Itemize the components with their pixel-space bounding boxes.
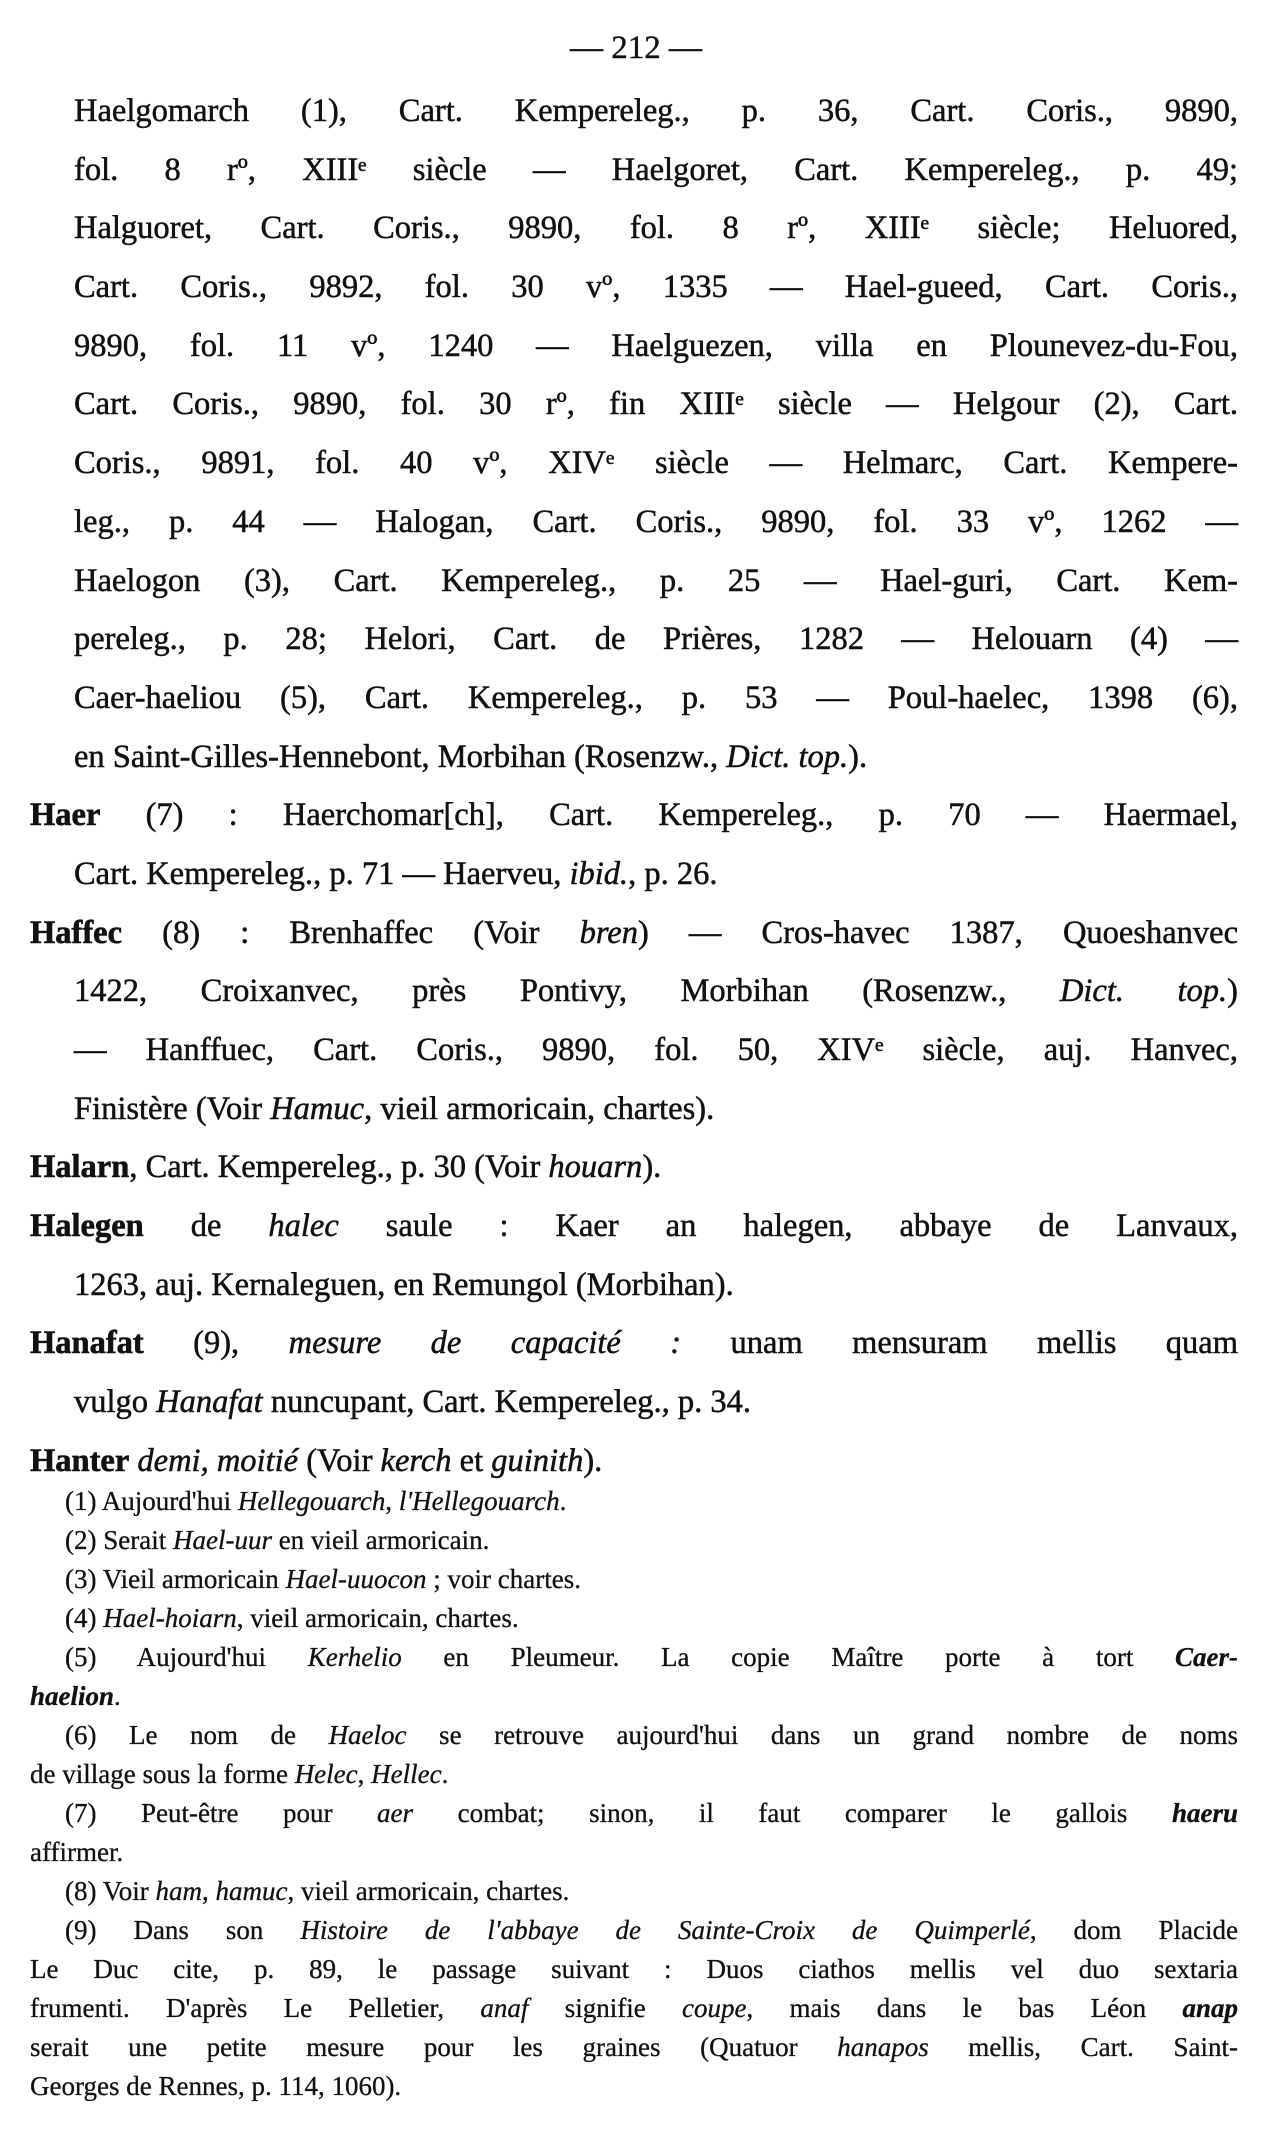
text-segment: ). (642, 1149, 662, 1186)
emphasis-text: ham (155, 1876, 203, 1906)
emphasis-text: Hael-uuocon (285, 1564, 427, 1594)
text-line (30, 493, 1238, 552)
footnote-line (30, 2028, 1238, 2067)
text-segment: combat; sinon, il faut comparer le gallois (413, 1798, 1172, 1828)
text-segment: (Voir (298, 1442, 381, 1479)
text-line (30, 962, 1238, 1021)
footnote-line (30, 1677, 1238, 1716)
text-segment: 9890, fol. 11 vº, 1240 — Haelguezen, villa en Plounevez-du-Fou, (74, 327, 1238, 364)
emphasis-text: Hamuc (270, 1090, 365, 1127)
emphasis-text: Caer- (1175, 1642, 1239, 1672)
emphasis-text: demi, moitié (137, 1442, 299, 1479)
emphasis-text: mesure de capacité : (288, 1325, 682, 1362)
text-segment: (9), (143, 1325, 289, 1362)
text-segment: (5) Aujourd'hui (65, 1642, 308, 1672)
emphasis-text: bren (579, 914, 638, 951)
text-line (30, 141, 1238, 200)
text-segment: leg., p. 44 — Halogan, Cart. Coris., 9890, fol. 33 vº, 1262 — (74, 503, 1238, 540)
text-segment: (3) Vieil armoricain (65, 1564, 286, 1594)
text-segment: ) — Cros-havec 1387, Quoeshanvec (637, 914, 1239, 951)
emphasis-text: Kerhelio (307, 1642, 402, 1672)
text-segment: (7) : Haerchomar[ch], Cart. Kempereleg., p. 70 — Haermael, (100, 797, 1238, 834)
emphasis-text: hanapos (837, 2032, 929, 2062)
page-number: — 212 — (570, 30, 702, 66)
text-segment: (7) Peut-être pour (65, 1798, 378, 1828)
emphasis-text: hamuc (215, 1876, 288, 1906)
text-segment: en Saint-Gilles-Hennebont, Morbihan (Rosenzw., (74, 738, 727, 775)
text-segment: . (441, 1759, 449, 1789)
emphasis-text: Hellegouarch (237, 1486, 386, 1516)
emphasis-text: Haeloc (328, 1720, 407, 1750)
text-line (30, 904, 1238, 963)
emphasis-text: Dict. top. (726, 738, 849, 775)
text-segment: Le Duc cite, p. 89, le passage suivant : Duos ciathos mellis vel duo sextaria (30, 1954, 1238, 1984)
emphasis-text: halec (268, 1208, 339, 1245)
text-segment: pereleg., p. 28; Helori, Cart. de Prières, 1282 — Helouarn (4) — (74, 621, 1238, 658)
headword: Halegen (30, 1208, 144, 1245)
emphasis-text: l'Hellegouarch (398, 1486, 560, 1516)
headword: Haer (30, 797, 101, 834)
text-segment: (8) Voir (65, 1876, 156, 1906)
text-line (30, 199, 1238, 258)
text-segment: affirmer. (30, 1837, 124, 1867)
text-segment: , vieil armoricain, chartes. (287, 1876, 570, 1906)
footnote-line (30, 1638, 1238, 1677)
text-segment: ) (1227, 973, 1238, 1010)
emphasis-text: Hellec (371, 1759, 442, 1789)
footnote-line (30, 2067, 1238, 2106)
text-line (30, 669, 1238, 728)
emphasis-text: haelion (30, 1681, 115, 1711)
text-segment: (1) Aujourd'hui (65, 1486, 238, 1516)
emphasis-text: guinith (491, 1442, 584, 1479)
text-segment: Haelogon (3), Cart. Kempereleg., p. 25 — Hael-guri, Cart. Kem- (74, 562, 1238, 599)
footnote-line (30, 1716, 1238, 1755)
text-line (30, 1080, 1238, 1139)
text-segment: , Cart. Kempereleg., p. 30 (Voir (129, 1149, 549, 1186)
text-segment: . (559, 1486, 567, 1516)
emphasis-text: coupe (681, 1993, 747, 2023)
text-segment: Finistère (Voir (74, 1090, 271, 1127)
footnote-line (30, 1482, 1238, 1521)
footnote-line (30, 1521, 1238, 1560)
text-segment: , mais dans le bas Léon (746, 1993, 1183, 2023)
text-segment: de village sous la forme (30, 1759, 295, 1789)
text-segment: Cart. Coris., 9890, fol. 30 rº, fin XIIIᵉ siècle — Helgour (2), Cart. (74, 386, 1238, 423)
text-line (30, 786, 1238, 845)
text-segment: . (114, 1681, 121, 1711)
emphasis-text: houarn (548, 1149, 643, 1186)
text-segment: Caer-haeliou (5), Cart. Kempereleg., p. 53 — Poul-haelec, 1398 (6), (74, 679, 1238, 716)
text-line (30, 552, 1238, 611)
text-segment: 1422, Croixanvec, près Pontivy, Morbihan (Rosenzw., (74, 973, 1060, 1010)
emphasis-text: Histoire de l'abbaye de Sainte-Croix de Quimperlé (300, 1915, 1030, 1945)
text-line (30, 317, 1238, 376)
text-segment: 1263, auj. Kernaleguen, en Remungol (Morbihan). (74, 1266, 734, 1303)
text-segment: (9) Dans son (65, 1915, 301, 1945)
emphasis-text: aer (377, 1798, 414, 1828)
text-segment: , (385, 1486, 399, 1516)
text-segment: (4) (65, 1603, 104, 1633)
text-line (30, 434, 1238, 493)
headword: Haffec (30, 914, 123, 951)
text-segment: , (202, 1876, 216, 1906)
emphasis-text: Hanafat (156, 1384, 263, 1421)
footnote-line (30, 1794, 1238, 1833)
text-line (30, 82, 1238, 141)
headword: Hanafat (30, 1325, 144, 1362)
text-segment: en vieil armoricain. (271, 1525, 490, 1555)
text-segment: de (143, 1208, 269, 1245)
text-segment: Halguoret, Cart. Coris., 9890, fol. 8 rº, XIIIᵉ siècle; Heluored, (74, 210, 1238, 247)
text-line (30, 375, 1238, 434)
text-line (30, 1373, 1238, 1432)
emphasis-text: Hael-uur (172, 1525, 272, 1555)
footnote-line (30, 1560, 1238, 1599)
text-segment: Haelgomarch (1), Cart. Kempereleg., p. 36, Cart. Coris., 9890, (74, 93, 1238, 129)
footnote-line (30, 1989, 1238, 2028)
text-segment: nuncupant, Cart. Kempereleg., p. 34. (262, 1384, 751, 1421)
emphasis-text: Helec (294, 1759, 358, 1789)
text-segment: vulgo (74, 1384, 157, 1421)
text-segment: fol. 8 rº, XIIIᵉ siècle — Haelgoret, Cart. Kempereleg., p. 49; (74, 151, 1238, 188)
text-segment: et (451, 1442, 492, 1479)
footnotes (30, 1482, 1238, 2106)
text-line (30, 1138, 1238, 1197)
emphasis-text: kerch (380, 1442, 452, 1479)
emphasis-text: Dict. top. (1059, 973, 1228, 1010)
footnote-line (30, 1833, 1238, 1872)
footnote-line (30, 1872, 1238, 1911)
text-segment: se retrouve aujourd'hui dans un grand nombre de noms (406, 1720, 1238, 1750)
text-segment: (8) : Brenhaffec (Voir (122, 914, 580, 951)
text-segment: ; voir chartes. (426, 1564, 581, 1594)
text-segment: unam mensuram mellis quam (681, 1325, 1238, 1362)
footnote-line (30, 1950, 1238, 1989)
text-segment: en Pleumeur. La copie Maître porte à tort (401, 1642, 1176, 1672)
emphasis-text: anaf (480, 1993, 529, 2023)
text-segment: frumenti. D'après Le Pelletier, (30, 1993, 481, 2023)
emphasis-text: Hael-hoiarn (103, 1603, 237, 1633)
text-segment: saule : Kaer an halegen, abbaye de Lanvaux, (338, 1208, 1238, 1245)
text-segment: , dom Placide (1029, 1915, 1238, 1945)
text-line (30, 1197, 1238, 1256)
text-segment: Cart. Coris., 9892, fol. 30 vº, 1335 — Hael-gueed, Cart. Coris., (74, 269, 1238, 306)
text-segment: Georges de Rennes, p. 114, 1060). (30, 2071, 402, 2101)
text-line (30, 610, 1238, 669)
text-line (30, 258, 1238, 317)
footnote-line (30, 1755, 1238, 1794)
text-segment: , p. 26. (628, 855, 718, 892)
emphasis-text: ibid. (569, 855, 629, 892)
text-segment: , vieil armoricain, chartes. (236, 1603, 519, 1633)
text-line (30, 845, 1238, 904)
text-segment: mellis, Cart. Saint- (928, 2032, 1239, 2062)
footnote-line (30, 1599, 1238, 1638)
text-segment: , vieil armoricain, chartes). (364, 1090, 715, 1127)
text-segment: ). (848, 738, 868, 775)
text-segment: Coris., 9891, fol. 40 vº, XIVᵉ siècle — Helmarc, Cart. Kempere- (74, 445, 1238, 482)
text-line (30, 728, 1238, 787)
emphasis-text: haeru (1171, 1798, 1238, 1828)
headword: Hanter (30, 1442, 130, 1479)
emphasis-text: anap (1182, 1993, 1238, 2023)
text-line (30, 1021, 1238, 1080)
text-segment: (2) Serait (65, 1525, 173, 1555)
main-text (30, 82, 1238, 1491)
text-segment: signifie (528, 1993, 682, 2023)
text-line (30, 1314, 1238, 1373)
text-segment: , (357, 1759, 372, 1789)
footnote-line (30, 1911, 1238, 1950)
text-line (30, 1256, 1238, 1315)
text-segment: Cart. Kempereleg., p. 71 — Haerveu, (74, 855, 570, 892)
text-segment: serait une petite mesure pour les graines (Quatuor (30, 2032, 838, 2062)
text-segment: (6) Le nom de (65, 1720, 329, 1750)
headword: Halarn (30, 1149, 130, 1186)
text-segment: — Hanffuec, Cart. Coris., 9890, fol. 50, XIVᵉ siècle, auj. Hanvec, (74, 1032, 1238, 1068)
text-segment: ). (583, 1442, 603, 1479)
